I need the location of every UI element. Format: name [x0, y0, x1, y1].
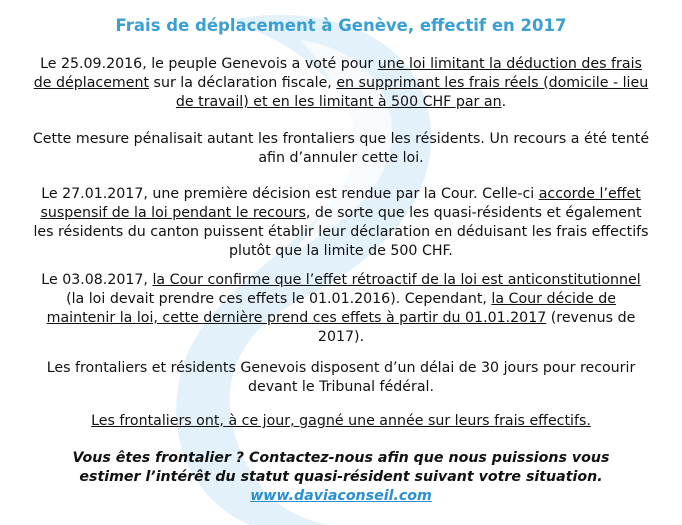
website-link[interactable]: www.daviaconseil.com — [250, 488, 432, 504]
link-maintien-loi: la Cour décide de maintenir la loi, cette dernière prend ces effets à partir du 01.01.2017 — [46, 291, 616, 326]
paragraph-decision-1: Le 27.01.2017, une première décision est rendue par la Cour. Celle-ci accorde l’effet suspensif de la loi pendant le recours, de sorte que les quasi-résidents et également les résidents du canton puissent établir leur déclaration en déduisant les frais effectifs plutôt que la limite de 500 CHF. — [33, 186, 649, 259]
call-to-action — [30, 449, 652, 506]
paragraph-vote: Le 25.09.2016, le peuple Genevois a voté pour une loi limitant la déduction des frais de déplacement sur la déclaration fiscale, en supprimant les frais réels (domicile - lieu de travail) et en les limitant à 500 CHF par an. — [33, 56, 649, 110]
paragraph-conclusion: Les frontaliers ont, à ce jour, gagné une année sur leurs frais effectifs. — [91, 413, 591, 429]
link-loi-limitant: une loi limitant la déduction des frais de déplacement — [33, 56, 642, 91]
cta-line-1: Vous êtes frontalier ? Contactez-nous afin que nous puissions vous — [72, 450, 610, 466]
cta-line-2: estimer l’intérêt du statut quasi-résident suivant votre situation. — [79, 469, 603, 485]
paragraph-delai: Les frontaliers et résidents Genevois disposent d’un délai de 30 jours pour recourir devant le Tribunal fédéral. — [46, 360, 636, 395]
link-effet-retroactif: la Cour confirme que l’effet rétroactif de la loi est anticonstitutionnel — [152, 272, 641, 288]
paragraph-recours: Cette mesure pénalisait autant les frontaliers que les résidents. Un recours a été tenté afin d’annuler cette loi. — [32, 131, 650, 166]
link-effet-suspensif: accorde l’effet suspensif de la loi pendant le recours — [40, 186, 641, 221]
link-supprimant-frais: en supprimant les frais réels (domicile - lieu de travail) et en les limitant à 500 CHF par an — [175, 75, 649, 110]
page-title: Frais de déplacement à Genève, effectif en 2017 — [115, 16, 567, 35]
paragraph-decision-2: Le 03.08.2017, la Cour confirme que l’effet rétroactif de la loi est anticonstitutionnel (la loi devait prendre ces effets le 01.01.2016). Cependant, la Cour décide de maintenir la loi, cette dernière prend ces effets à partir du 01.01.2017 (revenus de 2017). — [41, 272, 641, 345]
